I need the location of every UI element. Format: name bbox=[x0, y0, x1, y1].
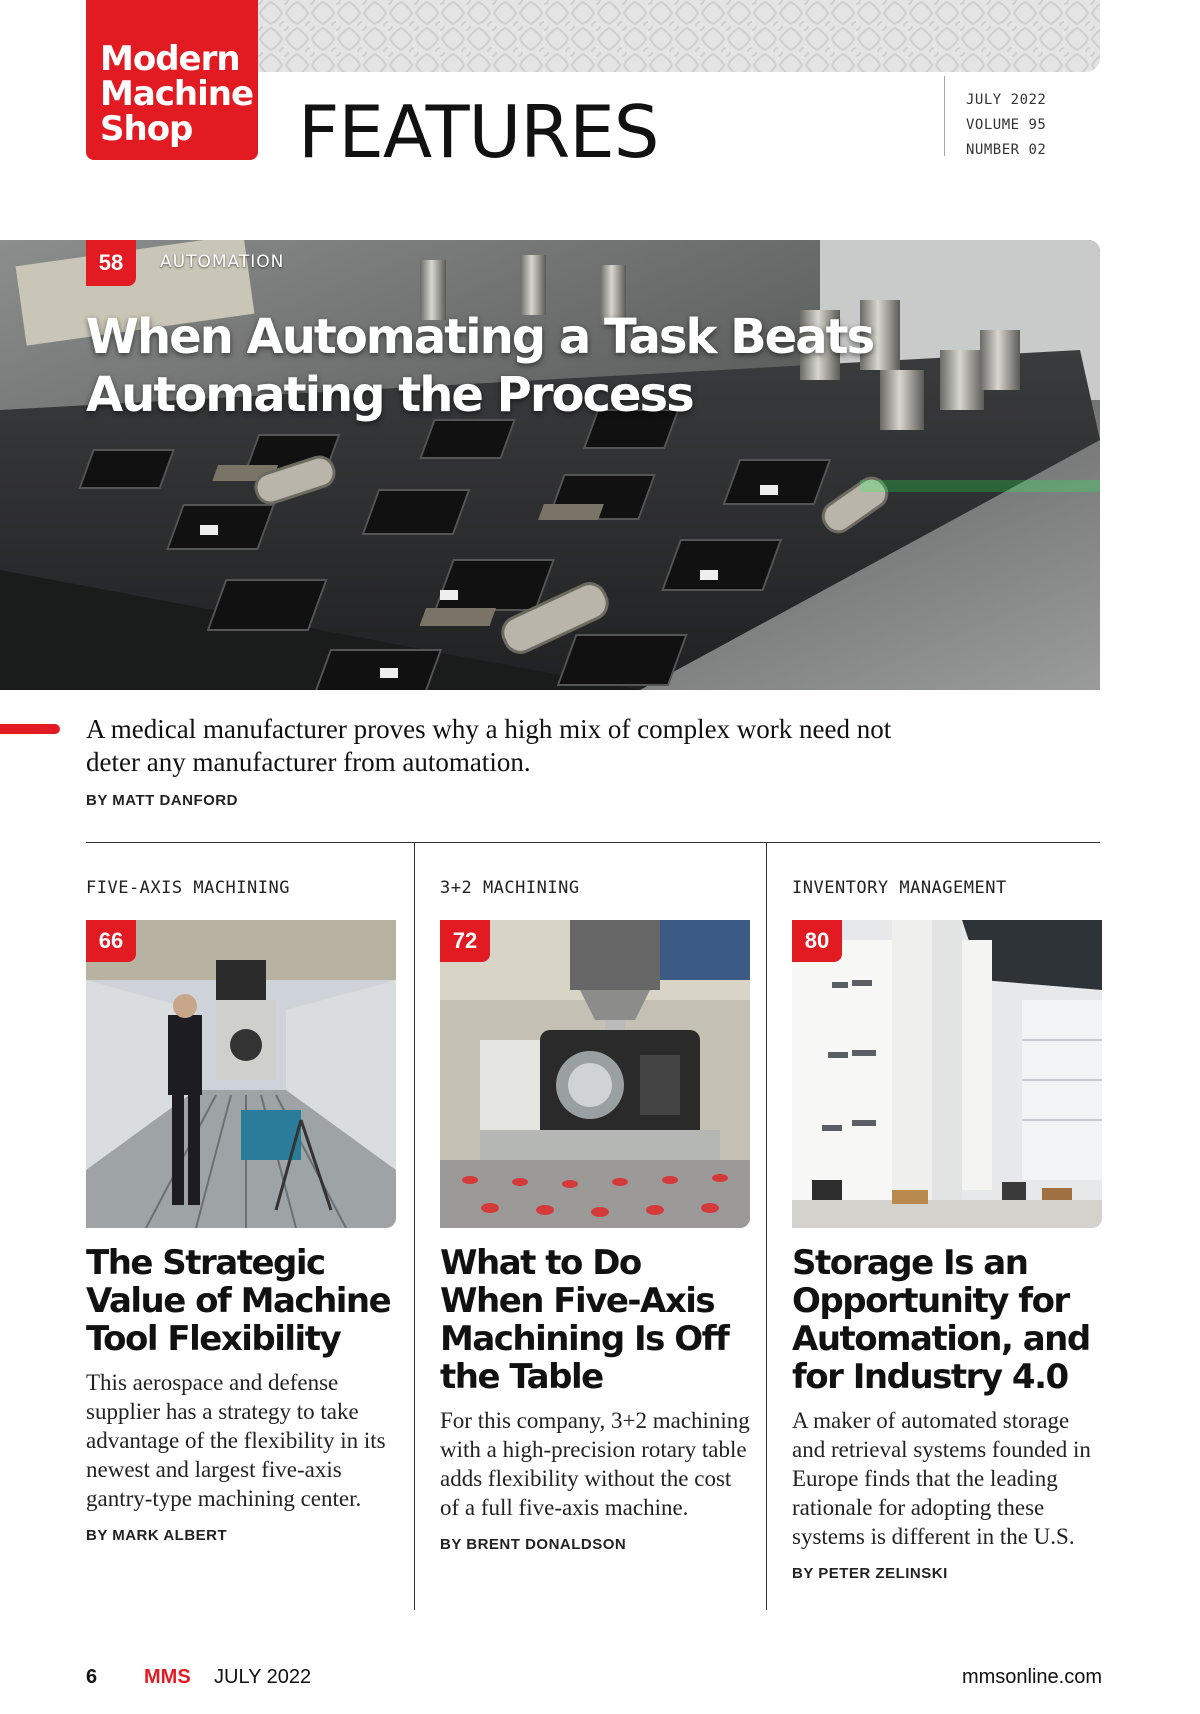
article-byline: BY BRENT DONALDSON bbox=[440, 1536, 627, 1553]
footer-date: JULY 2022 bbox=[214, 1666, 312, 1688]
accent-bar bbox=[0, 724, 60, 734]
storage-warehouse-photo bbox=[792, 920, 1102, 1228]
article-dek: For this company, 3+2 machining with a high-precision rotary table adds flexibility without the cost of a full five-axis machine. bbox=[440, 1408, 750, 1520]
logo-line-3: Shop bbox=[100, 109, 193, 149]
article-category: AUTOMATION bbox=[160, 252, 285, 272]
rotary-table-photo bbox=[440, 920, 750, 1228]
page-number-badge: 72 bbox=[440, 920, 490, 962]
section-divider bbox=[86, 842, 1100, 843]
footer-publication: MMS bbox=[144, 1666, 191, 1688]
article-dek: A maker of automated storage and retrieval systems founded in Europe finds that the leading rationale for adopting these systems is different in the U.S. bbox=[792, 1408, 1091, 1549]
article-image[interactable] bbox=[86, 920, 396, 1228]
brand-logo bbox=[86, 0, 258, 160]
footer-website[interactable]: mmsonline.com bbox=[961, 1666, 1102, 1688]
logo-line-2: Machine bbox=[100, 74, 254, 114]
page-number-badge: 58 bbox=[86, 240, 136, 286]
logo-line-1: Modern bbox=[100, 39, 240, 79]
article-image[interactable] bbox=[792, 920, 1102, 1228]
article-category: FIVE-AXIS MACHINING bbox=[86, 878, 290, 898]
article-dek: This aerospace and defense supplier has a strategy to take advantage of the flexibility in its newest and largest five-axis gantry-type machining center. bbox=[86, 1370, 386, 1511]
gantry-machine-photo bbox=[86, 920, 396, 1228]
article-dek: A medical manufacturer proves why a high mix of complex work need not deter any manufacturer from automation. bbox=[86, 714, 892, 777]
page-number-badge: 80 bbox=[792, 920, 842, 962]
lead-article-image[interactable] bbox=[0, 240, 1100, 690]
article-title[interactable]: What to Do When Five-Axis Machining Is Off the Table bbox=[440, 1243, 729, 1397]
issue-volume: VOLUME 95 bbox=[966, 117, 1047, 133]
article-category: 3+2 MACHINING bbox=[440, 878, 580, 898]
footer-page-number: 6 bbox=[86, 1666, 98, 1688]
decorative-pattern bbox=[258, 0, 1100, 72]
page-number-badge: 66 bbox=[86, 920, 136, 962]
column-divider bbox=[414, 842, 415, 1610]
article-title[interactable]: Storage Is an Opportunity for Automation, and for Industry 4.0 bbox=[792, 1243, 1090, 1397]
article-card[interactable] bbox=[86, 876, 396, 1544]
column-divider bbox=[766, 842, 767, 1610]
article-byline: BY MARK ALBERT bbox=[86, 1527, 228, 1544]
article-title[interactable]: When Automating a Task Beats Automating the Process bbox=[86, 309, 874, 423]
article-image[interactable] bbox=[440, 920, 750, 1228]
article-byline: BY MATT DANFORD bbox=[86, 792, 238, 809]
issue-number: NUMBER 02 bbox=[966, 142, 1047, 158]
article-category: INVENTORY MANAGEMENT bbox=[792, 878, 1007, 898]
issue-date: JULY 2022 bbox=[966, 92, 1047, 108]
article-card[interactable] bbox=[440, 876, 750, 1553]
issue-divider bbox=[944, 76, 945, 156]
article-card[interactable] bbox=[792, 876, 1102, 1582]
section-title: FEATURES bbox=[298, 90, 659, 174]
issue-info bbox=[966, 88, 1046, 163]
article-title[interactable]: The Strategic Value of Machine Tool Flexibility bbox=[86, 1243, 391, 1359]
article-byline: BY PETER ZELINSKI bbox=[792, 1565, 948, 1582]
